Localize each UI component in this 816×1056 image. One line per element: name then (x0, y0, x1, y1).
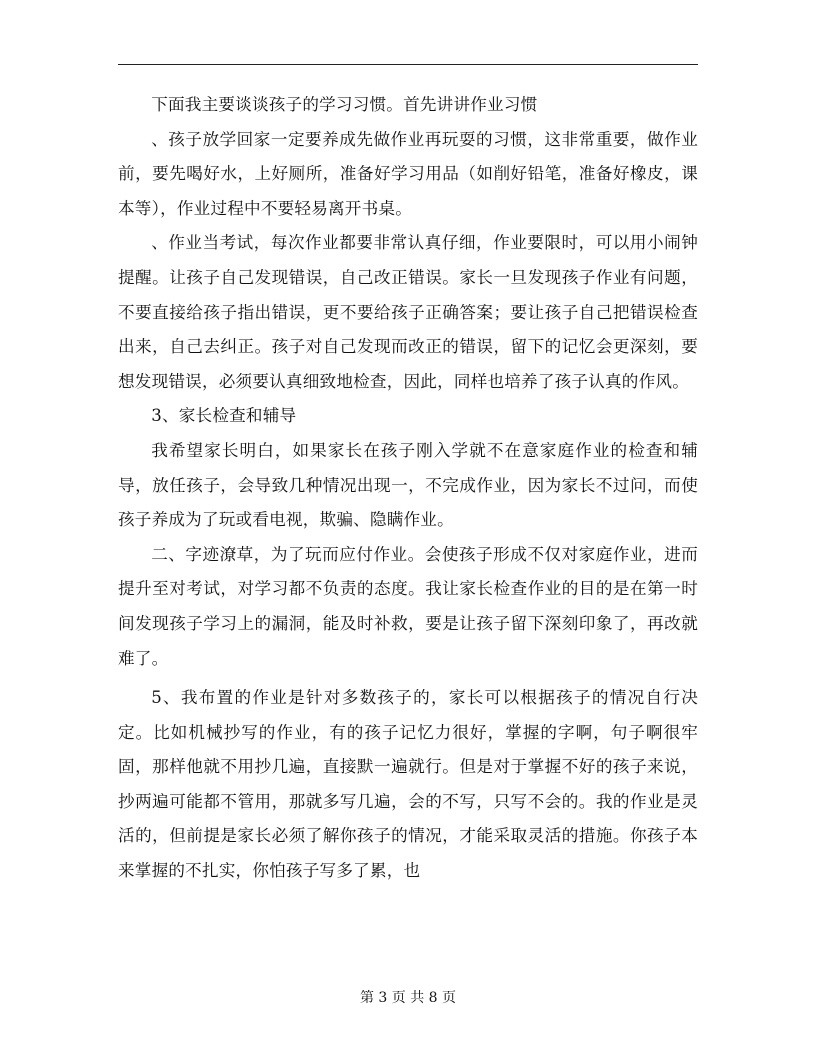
page-number-footer: 第 3 页 共 8 页 (359, 990, 457, 1006)
paragraph-homework-as-exam: 、作业当考试，每次作业都要非常认真仔细，作业要限时，可以用小闹钟提醒。让孩子自己发现错误，自己改正错误。家长一旦发现孩子作业有问题，不要直接给孩子指出错误，更不要给孩子正确答案；要让孩子自己把错误检查出来，自己去纠正。孩子对自己发现而改正的错误，留下的记忆会更深刻，要想发现错误，必须要认真细致地检查，因此，同样也培养了孩子认真的作风。 (118, 233, 698, 391)
paragraph-homework-first: 、孩子放学回家一定要养成先做作业再玩耍的习惯，这非常重要，做作业前，要先喝好水，上好厕所，准备好学习用品（如削好铅笔，准备好橡皮，课本等），作业过程中不要轻易离开书桌。 (118, 129, 698, 218)
document-body (118, 88, 698, 889)
header-rule (118, 64, 698, 65)
paragraph-flexible-homework: 5、我布置的作业是针对多数孩子的，家长可以根据孩子的情况自行决定。比如机械抄写的作业，有的孩子记忆力很好，掌握的字啊，句子啊很牢固，那样他就不用抄几遍，直接默一遍就行。但是对于掌握不好的孩子来说，抄两遍可能都不管用，那就多写几遍，会的不写，只写不会的。我的作业是灵活的，但前提是家长必须了解你孩子的情况，才能采取灵活的措施。你孩子本来掌握的不扎实，你怕孩子写多了累，也 (118, 688, 698, 881)
paragraph-sloppy-writing: 二、字迹潦草，为了玩而应付作业。会使孩子形成不仅对家庭作业，进而提升至对考试，对学习都不负责的态度。我让家长检查作业的目的是在第一时间发现孩子学习上的漏洞，能及时补救，要是让孩子留下深刻印象了，再改就难了。 (118, 544, 698, 668)
paragraph-parent-understanding: 我希望家长明白，如果家长在孩子刚入学就不在意家庭作业的检查和辅导，放任孩子，会导致几种情况出现一，不完成作业，因为家长不过问，而使孩子养成为了玩或看电视，欺骗、隐瞒作业。 (118, 440, 698, 530)
paragraph-heading-parent-check: 3、家长检查和辅导 (151, 406, 297, 426)
paragraph-intro: 下面我主要谈谈孩子的学习习惯。首先讲讲作业习惯 (151, 95, 538, 114)
